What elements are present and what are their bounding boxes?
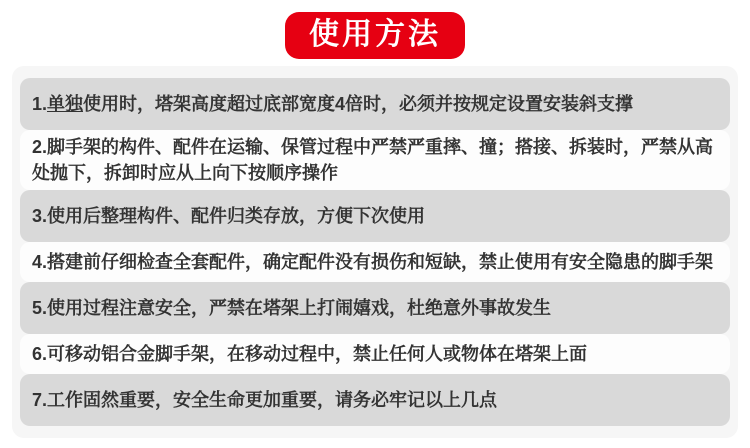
- instruction-text: 7.工作固然重要，安全生命更加重要，请务必牢记以上几点: [32, 390, 498, 411]
- instruction-item: [20, 242, 730, 282]
- instruction-text: 4.搭建前仔细检查全套配件，确定配件没有损伤和短缺，禁止使用有安全隐患的脚手架: [32, 252, 714, 273]
- instruction-item: [20, 334, 730, 374]
- instruction-text: 6.可移动铝合金脚手架，在移动过程中，禁止任何人或物体在塔架上面: [32, 344, 588, 365]
- underlined-text: 单独: [47, 93, 84, 114]
- instructions-card: [12, 66, 738, 438]
- instruction-text: 1.单独使用时，塔架高度超过底部宽度4倍时，必须并按规定设置安装斜支撑: [32, 93, 634, 114]
- instruction-item: [20, 78, 730, 130]
- instruction-item: [20, 374, 730, 426]
- instruction-item: [20, 190, 730, 242]
- instruction-item: [20, 130, 730, 190]
- instruction-text: 3.使用后整理构件、配件归类存放，方便下次使用: [32, 206, 426, 227]
- page-title: 使用方法: [309, 18, 441, 51]
- instruction-item: [20, 282, 730, 334]
- instruction-page: [0, 12, 750, 448]
- title-banner: [285, 12, 465, 59]
- instruction-text: 2.脚手架的构件、配件在运输、保管过程中严禁严重摔、撞；搭接、拆装时，严禁从高处抛下，拆卸时应从上向下按顺序操作: [32, 137, 714, 184]
- instruction-text: 5.使用过程注意安全，严禁在塔架上打闹嬉戏，杜绝意外事故发生: [32, 298, 552, 319]
